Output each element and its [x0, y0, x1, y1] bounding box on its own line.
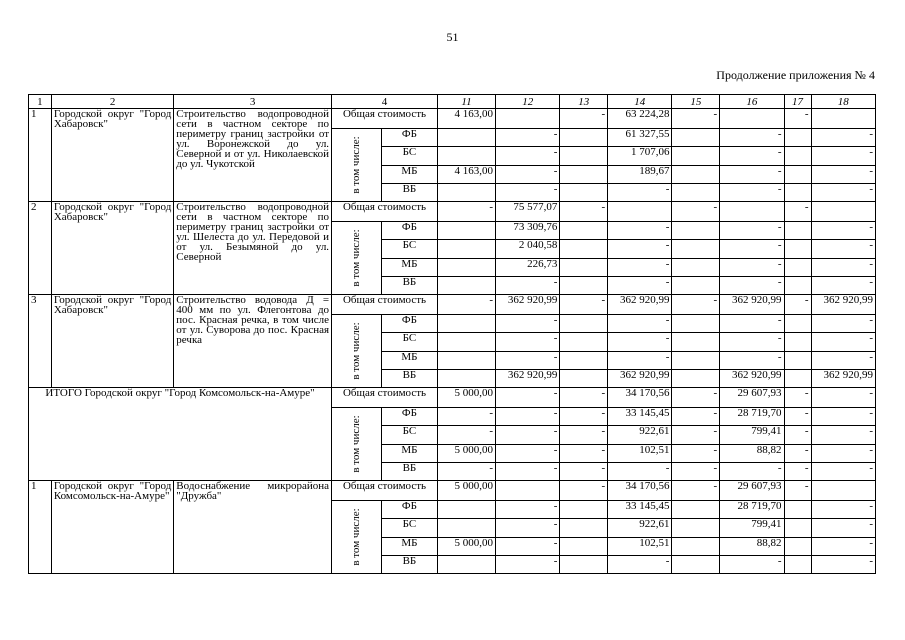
value-cell: [560, 333, 608, 351]
value-cell: -: [720, 183, 784, 201]
value-cell: -: [811, 408, 875, 426]
value-cell: [496, 109, 560, 129]
value-cell: 362 920,99: [496, 295, 560, 315]
value-cell: -: [784, 202, 811, 222]
total-cost-label: Общая стоимость: [332, 202, 438, 222]
value-cell: -: [811, 388, 875, 408]
funding-source-label: МБ: [381, 258, 437, 276]
including-label: [332, 408, 382, 481]
project-name: [174, 295, 332, 388]
value-cell: -: [720, 276, 784, 294]
value-cell: [672, 537, 720, 555]
value-cell: -: [811, 165, 875, 183]
value-cell: 799,41: [720, 426, 784, 444]
value-cell: -: [784, 408, 811, 426]
value-cell: -: [608, 222, 672, 240]
value-cell: -: [496, 537, 560, 555]
district-text: Городской округ "Город Комсомольск-на-Амуре": [53, 480, 172, 502]
header-cell: 12: [496, 95, 560, 109]
value-cell: [672, 519, 720, 537]
value-cell: [560, 501, 608, 519]
value-cell: -: [608, 462, 672, 480]
value-cell: -: [560, 408, 608, 426]
value-cell: [672, 147, 720, 165]
value-cell: [811, 202, 875, 222]
value-cell: [784, 183, 811, 201]
value-cell: -: [811, 258, 875, 276]
value-cell: [672, 501, 720, 519]
value-cell: -: [560, 388, 608, 408]
value-cell: 73 309,76: [496, 222, 560, 240]
total-title: [29, 388, 332, 481]
value-cell: [437, 222, 495, 240]
header-cell: 2: [51, 95, 173, 109]
total-title-text: ИТОГО Городской округ "Город Комсомольск-на-Амуре": [45, 387, 315, 399]
value-cell: 362 920,99: [608, 369, 672, 387]
value-cell: [784, 555, 811, 573]
value-cell: -: [496, 351, 560, 369]
value-cell: -: [608, 315, 672, 333]
funding-source-label: БС: [381, 519, 437, 537]
value-cell: -: [672, 109, 720, 129]
value-cell: 34 170,56: [608, 481, 672, 501]
table-row: [29, 109, 876, 129]
value-cell: -: [720, 222, 784, 240]
including-text: в том числе:: [350, 415, 363, 473]
value-cell: [672, 333, 720, 351]
including-text: в том числе:: [350, 229, 363, 287]
value-cell: 922,61: [608, 519, 672, 537]
value-cell: 63 224,28: [608, 109, 672, 129]
value-cell: -: [560, 109, 608, 129]
value-cell: -: [784, 295, 811, 315]
value-cell: -: [811, 276, 875, 294]
row-number: 3: [29, 295, 52, 388]
value-cell: [437, 501, 495, 519]
funding-source-label: ФБ: [381, 408, 437, 426]
header-cell: 17: [784, 95, 811, 109]
value-cell: [672, 351, 720, 369]
header-cell: 11: [437, 95, 495, 109]
district-name: [51, 481, 173, 574]
value-cell: [437, 315, 495, 333]
value-cell: [560, 183, 608, 201]
budget-table: [28, 94, 876, 574]
value-cell: -: [784, 426, 811, 444]
value-cell: -: [496, 408, 560, 426]
value-cell: 2 040,58: [496, 240, 560, 258]
value-cell: 362 920,99: [496, 369, 560, 387]
project-name: [174, 109, 332, 202]
value-cell: [672, 276, 720, 294]
value-cell: [811, 109, 875, 129]
value-cell: -: [811, 501, 875, 519]
value-cell: [672, 258, 720, 276]
value-cell: 29 607,93: [720, 388, 784, 408]
value-cell: -: [496, 444, 560, 462]
value-cell: -: [720, 240, 784, 258]
value-cell: [784, 501, 811, 519]
value-cell: -: [496, 147, 560, 165]
value-cell: [784, 129, 811, 147]
value-cell: -: [672, 426, 720, 444]
value-cell: -: [496, 519, 560, 537]
value-cell: -: [784, 388, 811, 408]
value-cell: -: [811, 333, 875, 351]
value-cell: -: [560, 462, 608, 480]
value-cell: [560, 222, 608, 240]
total-cost-label: Общая стоимость: [332, 295, 438, 315]
value-cell: 102,51: [608, 537, 672, 555]
value-cell: [437, 369, 495, 387]
value-cell: -: [672, 481, 720, 501]
value-cell: [437, 351, 495, 369]
funding-source-label: ФБ: [381, 222, 437, 240]
value-cell: [784, 222, 811, 240]
district-name: [51, 202, 173, 295]
table-row: [29, 202, 876, 222]
value-cell: [560, 129, 608, 147]
value-cell: [560, 147, 608, 165]
value-cell: [560, 165, 608, 183]
funding-source-label: ФБ: [381, 501, 437, 519]
value-cell: [784, 351, 811, 369]
value-cell: -: [496, 426, 560, 444]
value-cell: 75 577,07: [496, 202, 560, 222]
value-cell: [784, 537, 811, 555]
value-cell: -: [437, 408, 495, 426]
value-cell: [784, 258, 811, 276]
value-cell: 33 145,45: [608, 408, 672, 426]
value-cell: -: [720, 129, 784, 147]
value-cell: [672, 222, 720, 240]
value-cell: [784, 240, 811, 258]
value-cell: -: [720, 258, 784, 276]
value-cell: -: [437, 295, 495, 315]
value-cell: [720, 109, 784, 129]
value-cell: [560, 276, 608, 294]
value-cell: -: [784, 109, 811, 129]
value-cell: 102,51: [608, 444, 672, 462]
value-cell: -: [784, 462, 811, 480]
table-row: [29, 481, 876, 501]
value-cell: [437, 129, 495, 147]
funding-source-label: МБ: [381, 444, 437, 462]
value-cell: -: [608, 240, 672, 258]
funding-source-label: БС: [381, 147, 437, 165]
value-cell: [496, 481, 560, 501]
value-cell: -: [496, 276, 560, 294]
value-cell: [784, 315, 811, 333]
funding-source-label: БС: [381, 240, 437, 258]
value-cell: 28 719,70: [720, 408, 784, 426]
row-number: 1: [29, 109, 52, 202]
value-cell: -: [608, 555, 672, 573]
including-text: в том числе:: [350, 322, 363, 380]
value-cell: [811, 481, 875, 501]
value-cell: -: [560, 481, 608, 501]
value-cell: [437, 519, 495, 537]
value-cell: -: [811, 444, 875, 462]
value-cell: -: [672, 408, 720, 426]
project-name: [174, 202, 332, 295]
value-cell: -: [496, 165, 560, 183]
district-text: Городской округ "Город Хабаровск": [53, 294, 172, 316]
value-cell: 33 145,45: [608, 501, 672, 519]
value-cell: 5 000,00: [437, 388, 495, 408]
value-cell: [560, 537, 608, 555]
header-cell: 16: [720, 95, 784, 109]
value-cell: 29 607,93: [720, 481, 784, 501]
value-cell: -: [437, 202, 495, 222]
value-cell: [784, 276, 811, 294]
value-cell: -: [811, 222, 875, 240]
funding-source-label: БС: [381, 333, 437, 351]
value-cell: -: [720, 333, 784, 351]
value-cell: [784, 147, 811, 165]
funding-source-label: МБ: [381, 351, 437, 369]
district-text: Городской округ "Город Хабаровск": [53, 201, 172, 223]
value-cell: -: [608, 351, 672, 369]
value-cell: -: [608, 258, 672, 276]
value-cell: [608, 202, 672, 222]
value-cell: -: [672, 388, 720, 408]
total-cost-label: Общая стоимость: [332, 109, 438, 129]
funding-source-label: ВБ: [381, 369, 437, 387]
value-cell: [560, 351, 608, 369]
value-cell: [672, 555, 720, 573]
value-cell: -: [811, 351, 875, 369]
including-label: [332, 501, 382, 574]
value-cell: 5 000,00: [437, 444, 495, 462]
value-cell: -: [720, 165, 784, 183]
funding-source-label: МБ: [381, 165, 437, 183]
value-cell: -: [720, 462, 784, 480]
project-text: Водоснабжение микрорайона "Дружба": [176, 480, 330, 502]
header-row: [29, 95, 876, 109]
district-text: Городской округ "Город Хабаровск": [53, 108, 172, 130]
value-cell: 4 163,00: [437, 109, 495, 129]
value-cell: -: [560, 444, 608, 462]
value-cell: -: [784, 481, 811, 501]
including-label: [332, 315, 382, 388]
value-cell: [560, 369, 608, 387]
value-cell: [672, 165, 720, 183]
value-cell: 362 920,99: [608, 295, 672, 315]
project-text: Строительство водопроводной сети в частном секторе по периметру границ застройки от ул. Шелеста до ул. Передовой и от ул. Безымяной до ул. Северной: [176, 201, 330, 263]
header-cell: 13: [560, 95, 608, 109]
value-cell: [720, 202, 784, 222]
value-cell: -: [496, 333, 560, 351]
header-cell: 15: [672, 95, 720, 109]
value-cell: 5 000,00: [437, 481, 495, 501]
funding-source-label: ВБ: [381, 183, 437, 201]
value-cell: 61 327,55: [608, 129, 672, 147]
value-cell: -: [496, 315, 560, 333]
row-number: 1: [29, 481, 52, 574]
value-cell: -: [608, 276, 672, 294]
value-cell: -: [496, 388, 560, 408]
value-cell: 88,82: [720, 537, 784, 555]
header-cell: 1: [29, 95, 52, 109]
value-cell: -: [437, 462, 495, 480]
page-number: 51: [446, 30, 459, 44]
row-number: 2: [29, 202, 52, 295]
project-text: Строительство водовода Д = 400 мм по ул. Флегонтова до пос. Красная речка, в том числе от ул. Суворова до пос. Красная речка: [176, 294, 330, 346]
value-cell: -: [672, 295, 720, 315]
funding-source-label: ВБ: [381, 462, 437, 480]
value-cell: [672, 129, 720, 147]
including-label: [332, 222, 382, 295]
including-label: [332, 129, 382, 202]
value-cell: -: [811, 537, 875, 555]
value-cell: -: [672, 462, 720, 480]
funding-source-label: БС: [381, 426, 437, 444]
value-cell: -: [437, 426, 495, 444]
value-cell: [672, 183, 720, 201]
value-cell: -: [811, 147, 875, 165]
value-cell: 226,73: [496, 258, 560, 276]
header-cell: 4: [332, 95, 438, 109]
value-cell: -: [720, 147, 784, 165]
value-cell: 189,67: [608, 165, 672, 183]
header-cell: 14: [608, 95, 672, 109]
value-cell: -: [560, 295, 608, 315]
value-cell: -: [811, 519, 875, 537]
value-cell: -: [784, 444, 811, 462]
value-cell: -: [496, 555, 560, 573]
header-cell: 18: [811, 95, 875, 109]
value-cell: [784, 369, 811, 387]
value-cell: [437, 276, 495, 294]
continuation-caption: Продолжение приложения № 4: [716, 68, 875, 82]
including-text: в том числе:: [350, 136, 363, 194]
value-cell: -: [811, 315, 875, 333]
value-cell: -: [496, 462, 560, 480]
value-cell: -: [811, 426, 875, 444]
district-name: [51, 295, 173, 388]
value-cell: [560, 555, 608, 573]
value-cell: [560, 258, 608, 276]
funding-source-label: МБ: [381, 537, 437, 555]
total-cost-label: Общая стоимость: [332, 388, 438, 408]
table-row: [29, 388, 876, 408]
value-cell: [784, 165, 811, 183]
value-cell: 4 163,00: [437, 165, 495, 183]
value-cell: -: [672, 444, 720, 462]
value-cell: 28 719,70: [720, 501, 784, 519]
value-cell: -: [608, 333, 672, 351]
project-name: [174, 481, 332, 574]
value-cell: [437, 240, 495, 258]
including-text: в том числе:: [350, 508, 363, 566]
value-cell: [560, 315, 608, 333]
funding-source-label: ВБ: [381, 555, 437, 573]
value-cell: [560, 519, 608, 537]
value-cell: -: [811, 183, 875, 201]
value-cell: 1 707,06: [608, 147, 672, 165]
funding-source-label: ВБ: [381, 276, 437, 294]
value-cell: [672, 315, 720, 333]
value-cell: -: [560, 426, 608, 444]
header-cell: 3: [174, 95, 332, 109]
value-cell: 799,41: [720, 519, 784, 537]
funding-source-label: ФБ: [381, 315, 437, 333]
value-cell: [437, 147, 495, 165]
value-cell: -: [811, 462, 875, 480]
value-cell: -: [608, 183, 672, 201]
value-cell: [437, 258, 495, 276]
value-cell: 362 920,99: [720, 295, 784, 315]
value-cell: 362 920,99: [811, 295, 875, 315]
value-cell: [560, 240, 608, 258]
value-cell: -: [720, 351, 784, 369]
value-cell: -: [811, 555, 875, 573]
value-cell: [437, 555, 495, 573]
table-row: [29, 295, 876, 315]
total-cost-label: Общая стоимость: [332, 481, 438, 501]
funding-source-label: ФБ: [381, 129, 437, 147]
value-cell: 34 170,56: [608, 388, 672, 408]
value-cell: -: [496, 501, 560, 519]
value-cell: 5 000,00: [437, 537, 495, 555]
value-cell: -: [672, 202, 720, 222]
value-cell: 922,61: [608, 426, 672, 444]
value-cell: -: [811, 240, 875, 258]
value-cell: [437, 183, 495, 201]
value-cell: [784, 519, 811, 537]
value-cell: [437, 333, 495, 351]
district-name: [51, 109, 173, 202]
value-cell: [672, 369, 720, 387]
value-cell: [784, 333, 811, 351]
value-cell: -: [811, 129, 875, 147]
value-cell: -: [720, 555, 784, 573]
value-cell: [672, 240, 720, 258]
value-cell: -: [496, 129, 560, 147]
value-cell: -: [720, 315, 784, 333]
value-cell: 362 920,99: [720, 369, 784, 387]
value-cell: -: [560, 202, 608, 222]
project-text: Строительство водопроводной сети в частном секторе по периметру границ застройки от ул. Воронежской до ул. Северной и от ул. Николаевской до ул. Чукотской: [176, 108, 330, 170]
value-cell: -: [496, 183, 560, 201]
value-cell: 362 920,99: [811, 369, 875, 387]
value-cell: 88,82: [720, 444, 784, 462]
